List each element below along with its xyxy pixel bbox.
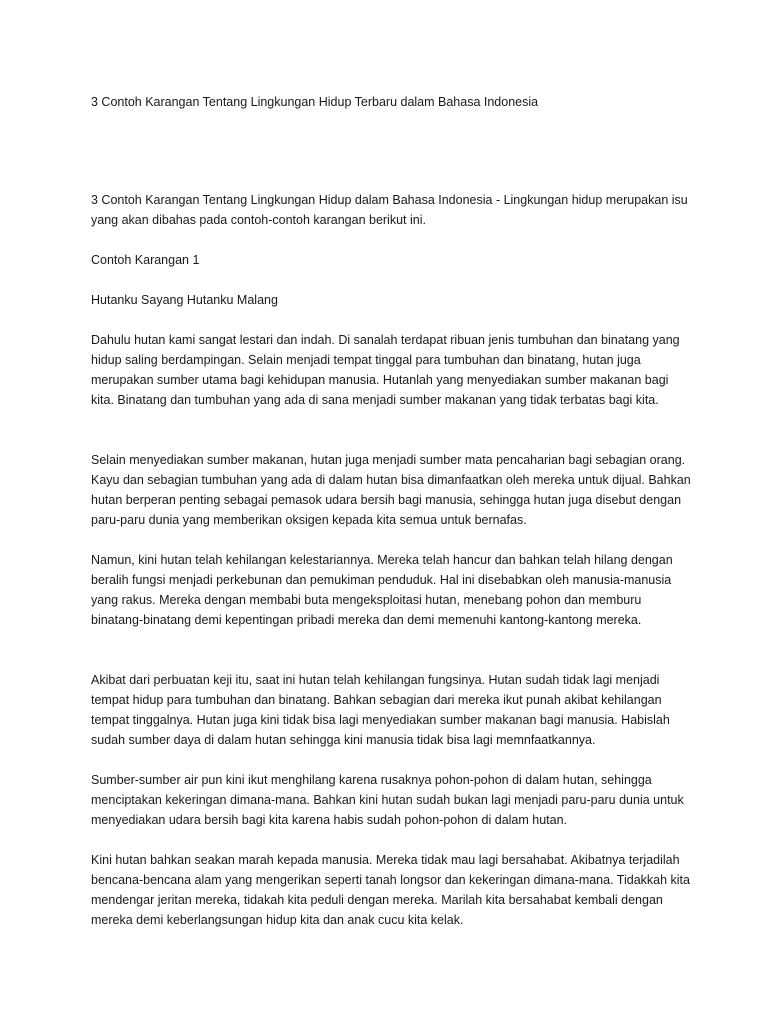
body-paragraph: Dahulu hutan kami sangat lestari dan indah. Di sanalah terdapat ribuan jenis tumbuhan dan binatang yang hidup saling berdampingan. Selain menjadi tempat tinggal para tumbuhan dan binatang, hutan juga merupakan sumber utama bagi kehidupan manusia. Hutanlah yang menyediakan sumber makanan bagi kita. Binatang dan tumbuhan yang ada di sana menjadi sumber makanan yang tidak terbatas bagi kita. <box>91 333 680 407</box>
body-paragraph: Namun, kini hutan telah kehilangan kelestariannya. Mereka telah hancur dan bahkan telah hilang dengan beralih fungsi menjadi perkebunan dan pemukiman penduduk. Hal ini disebabkan oleh manusia-manusia yang rakus. Mereka dengan membabi buta mengeksploitasi hutan, menebang pohon dan memburu binatang-binatang demi kepentingan pribadi mereka dan demi memenuhi kantong-kantong mereka. <box>91 553 673 627</box>
body-paragraph: Sumber-sumber air pun kini ikut menghilang karena rusaknya pohon-pohon di dalam hutan, sehingga menciptakan kekeringan dimana-mana. Bahkan kini hutan sudah bukan lagi menjadi paru-paru dunia untuk menyediakan udara bersih bagi kita karena habis sudah pohon-pohon di dalam hutan. <box>91 773 684 827</box>
story-title: Hutanku Sayang Hutanku Malang <box>91 293 278 307</box>
example-label: Contoh Karangan 1 <box>91 253 200 267</box>
body-paragraph: Akibat dari perbuatan keji itu, saat ini hutan telah kehilangan fungsinya. Hutan sudah tidak lagi menjadi tempat hidup para tumbuhan dan binatang. Bahkan sebagian dari mereka ikut punah akibat kehilangan tempat tinggalnya. Hutan juga kini tidak bisa lagi menyediakan sumber makanan bagi manusia. Habislah sudah sumber daya di dalam hutan sehingga kini manusia tidak bisa lagi memnfaatkannya. <box>91 673 670 747</box>
body-paragraph: Selain menyediakan sumber makanan, hutan juga menjadi sumber mata pencaharian bagi sebagian orang. Kayu dan sebagian tumbuhan yang ada di dalam hutan bisa dimanfaatkan oleh mereka untuk dijual. Bahkan hutan berperan penting sebagai pemasok udara bersih bagi manusia, sehingga hutan juga disebut dengan paru-paru dunia yang memberikan oksigen kepada kita semua untuk bernafas. <box>91 453 691 527</box>
document-title: 3 Contoh Karangan Tentang Lingkungan Hidup Terbaru dalam Bahasa Indonesia <box>91 95 539 109</box>
intro-paragraph: 3 Contoh Karangan Tentang Lingkungan Hidup dalam Bahasa Indonesia - Lingkungan hidup merupakan isu yang akan dibahas pada contoh-contoh karangan berikut ini. <box>91 193 688 227</box>
body-paragraph: Kini hutan bahkan seakan marah kepada manusia. Mereka tidak mau lagi bersahabat. Akibatnya terjadilah bencana-bencana alam yang mengerikan seperti tanah longsor dan kekeringan dimana-mana. Tidakkah kita mendengar jeritan mereka, tidakah kita peduli dengan mereka. Marilah kita bersahabat kembali dengan mereka demi keberlangsungan hidup kita dan anak cucu kita kelak. <box>91 853 690 927</box>
